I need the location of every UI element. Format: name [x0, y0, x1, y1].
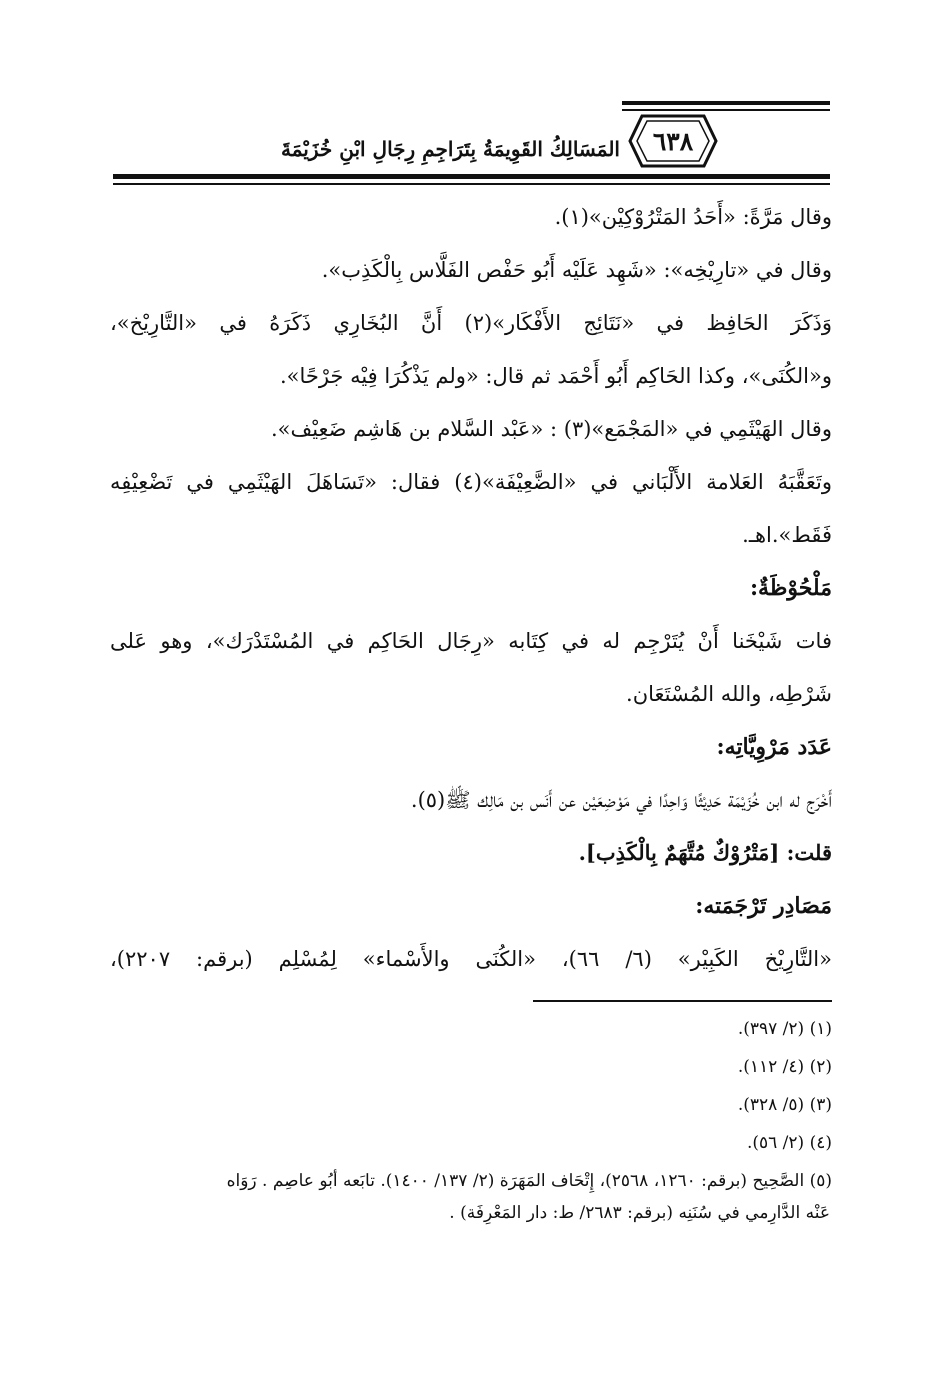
- text-line: وقال في «تارِيْخِه»: «شَهِد عَلَيْه أَبُو حَفْص الفَلَّاس بِالْكَذِب».: [321, 258, 832, 282]
- header-rule-top-thin: [622, 109, 830, 111]
- text-line: شَرْطِه، والله المُسْتَعَان.: [626, 682, 832, 706]
- footnotes: [110, 1017, 832, 1239]
- page-header: [0, 0, 946, 190]
- page-number: ٦٣٨: [652, 126, 694, 156]
- header-rule-bottom-thin: [113, 183, 830, 185]
- section-heading-narrations: عَدَد مَرْوِيَّاتِه:: [716, 734, 832, 760]
- footnote-separator: [533, 1000, 832, 1002]
- text-line: وتَعَقَّبَهُ العَلامة الأَلْبَاني في «الضَّعِيْفَة»(٤) فقال: «تَسَاهَلَ الهَيْثَمِي في تَضْعِيْفِه: [110, 470, 832, 494]
- text-line: أَخْرَج له ابن خُزَيْمَة حَدِيْثًا وَاحِدًا في مَوْضِعَيْن عن أَنَس بن مَالِك ﷺ(٥).: [410, 788, 832, 812]
- text-line: وقال مَرَّةً: «أَحَدُ المَتْرُوْكِيْن»(١).: [554, 205, 832, 229]
- footnote: (٣) (٥/ ٣٢٨).: [737, 1095, 832, 1115]
- text-line: وَذَكَرَ الحَافِظ في «نَتَائِج الأَفْكَار»(٢) أَنَّ البُخَارِي ذَكَرَهُ في «التَّارِيْخ»،: [110, 311, 832, 335]
- footnote: (٢) (٤/ ١١٢).: [737, 1057, 832, 1077]
- text-line: «التَّارِيْخ الكَبِيْر» (٦/ ٦٦)، «الكُنَى والأَسْماء» لِمُسْلِم (برقم: ٢٢٠٧)،: [110, 947, 832, 971]
- header-rule-top: [622, 101, 830, 105]
- footnote: (١) (٢/ ٣٩٧).: [737, 1019, 832, 1039]
- footnote: (٥) الصَّحِيح (برقم: ١٢٦٠، ٢٥٦٨)، إِتْحَاف المَهَرَة (٢/ ١٣٧/ ١٤٠٠). تابَعه أَبُو عاصِم . رَوَاه: [226, 1171, 832, 1191]
- section-heading-note: مَلْحُوْظَةٌ:: [749, 575, 832, 601]
- section-heading-sources: مَصَادِر تَرْجَمَته:: [695, 893, 832, 919]
- text-line: وقال الهَيْثَمِي في «المَجْمَع»(٣) : «عَبْد السَّلام بن هَاشِم ضَعِيْف».: [270, 417, 832, 441]
- main-text: [110, 196, 832, 991]
- footnote: (٤) (٢/ ٥٦).: [746, 1133, 832, 1153]
- running-title: المَسَالِكُ القَوِيمَةُ بِتَرَاجِمِ رِجَالِ ابْنِ خُزَيْمَةَ: [281, 137, 620, 161]
- text-line: فَقَط».اهـ.: [742, 523, 832, 547]
- header-rule-bottom: [113, 174, 830, 179]
- footnote-continuation: عَنْه الدَّارِمي في سُنَنِه (برقم: ٢٦٨٣/ ط: دار المَعْرِفَة) .: [449, 1203, 830, 1223]
- text-line: فات شَيْخَنا أَنْ يُتَرْجِم له في كِتَابه «رِجَال الحَاكِم في المُسْتَدْرَك»، وهو عَلى: [110, 629, 832, 653]
- verdict-line: قلت: [مَتْرُوْكٌ مُتَّهَمٌ بِالْكَذِب].: [578, 840, 832, 865]
- text-line: و«الكُنَى»، وكذا الحَاكِم أَبُو أَحْمَد ثم قال: «ولم يَذْكُرَا فِيْه جَرْحًا».: [279, 364, 832, 388]
